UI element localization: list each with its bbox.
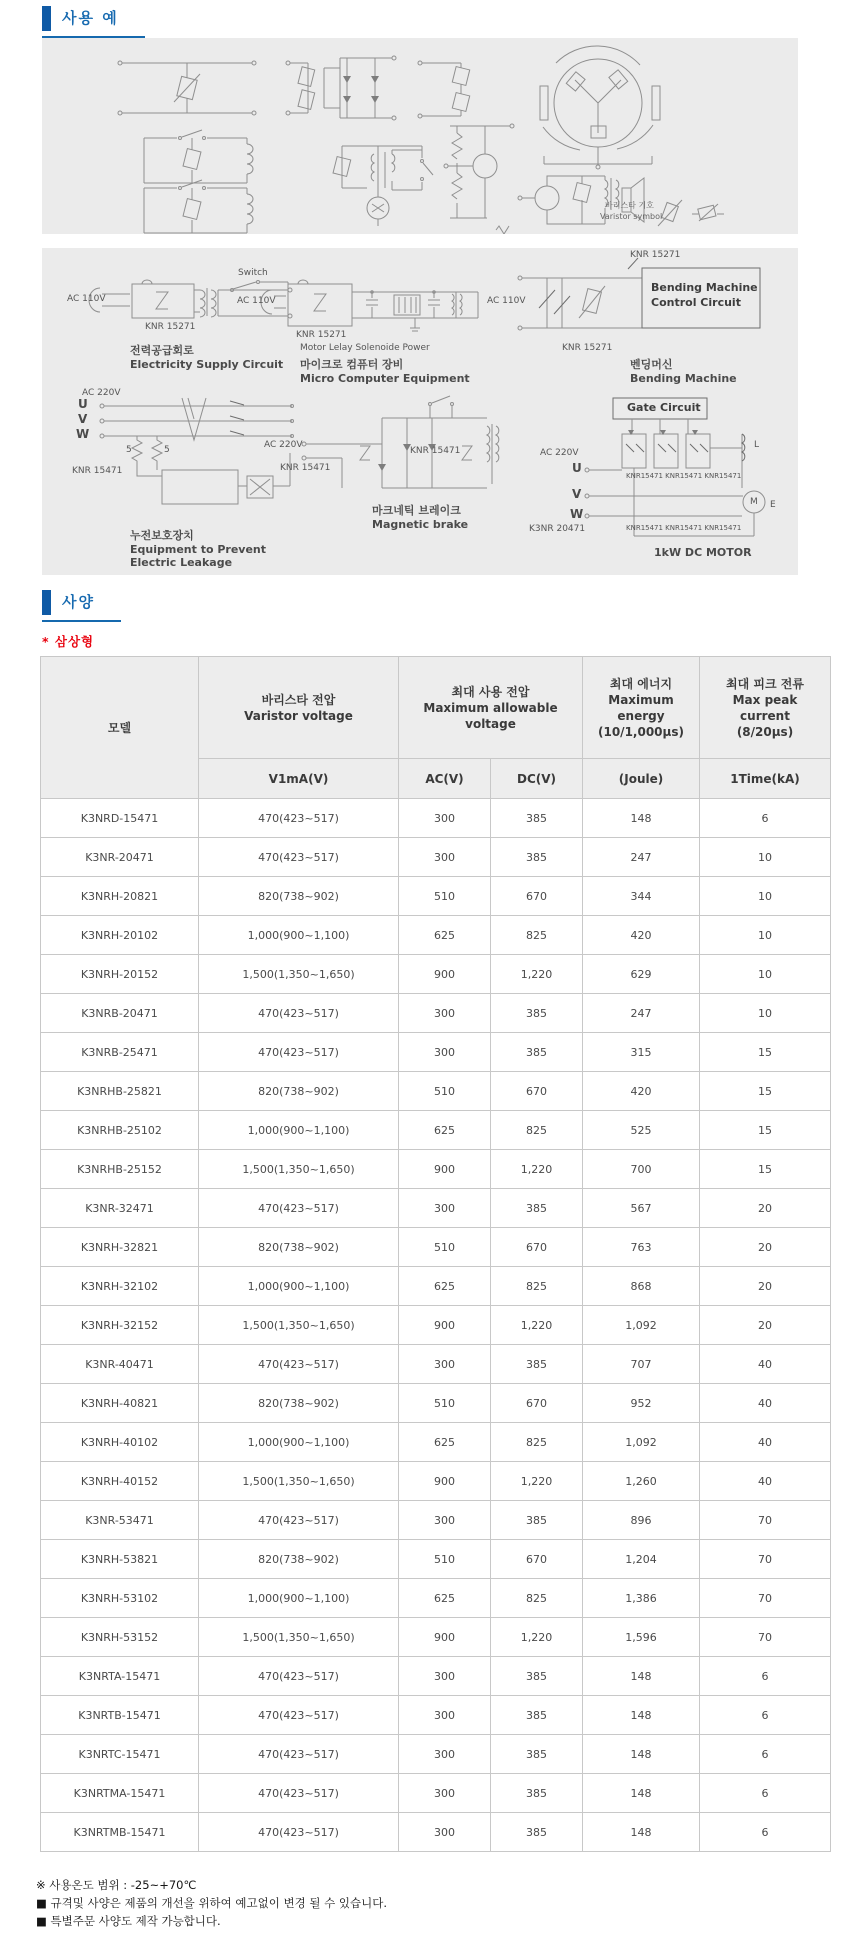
cell-joule: 525 [583,1111,700,1150]
cell-model: K3NRH-53152 [41,1618,199,1657]
cell-model: K3NRH-40821 [41,1384,199,1423]
cell-peak: 40 [700,1423,831,1462]
c6-knr-row2-label: KNR15471 KNR15471 KNR15471 [626,524,742,532]
cell-v1ma: 470(423~517) [199,1501,399,1540]
c2-phase-w: W [76,427,90,441]
cell-v1ma: 1,500(1,350~1,650) [199,1618,399,1657]
cell-joule: 1,092 [583,1423,700,1462]
cell-joule: 247 [583,838,700,877]
cell-v1ma: 470(423~517) [199,1696,399,1735]
spec-table-row [41,1150,831,1189]
cell-dc: 385 [491,1774,583,1813]
cell-model: K3NRH-32152 [41,1306,199,1345]
cell-model: K3NRTC-15471 [41,1735,199,1774]
spec-subtitle-three-phase: * 삼상형 [42,634,95,649]
cell-model: K3NRH-20152 [41,955,199,994]
c3-knr-label: KNR 15271 [296,330,347,340]
cell-model: K3NR-40471 [41,1345,199,1384]
spec-table-row [41,1033,831,1072]
spec-table-row [41,1696,831,1735]
cell-peak: 70 [700,1618,831,1657]
cell-joule: 1,386 [583,1579,700,1618]
cell-joule: 868 [583,1267,700,1306]
c2-caption-ko: 누전보호장치 [130,529,194,542]
cell-peak: 6 [700,1696,831,1735]
cell-model: K3NR-32471 [41,1189,199,1228]
cell-dc: 1,220 [491,1306,583,1345]
cell-dc: 1,220 [491,1462,583,1501]
cell-v1ma: 1,000(900~1,100) [199,1267,399,1306]
cell-v1ma: 1,500(1,350~1,650) [199,1462,399,1501]
cell-peak: 10 [700,994,831,1033]
spec-table-body [41,799,831,1852]
sub-header-v1ma: V1mA(V) [199,759,399,799]
usage-examples-panel [42,38,798,234]
cell-ac: 300 [399,799,491,838]
cell-joule: 896 [583,1501,700,1540]
c2-caption-en2: Electric Leakage [130,556,233,569]
cell-joule: 763 [583,1228,700,1267]
cell-ac: 300 [399,838,491,877]
cell-peak: 70 [700,1501,831,1540]
c2-resistor1-label: 5 [126,445,132,455]
c1-switch-label: Switch [238,268,268,278]
cell-dc: 385 [491,799,583,838]
cell-peak: 6 [700,1657,831,1696]
cell-ac: 300 [399,1189,491,1228]
spec-table-row [41,994,831,1033]
cell-model: K3NRH-32102 [41,1267,199,1306]
spec-table-row [41,1228,831,1267]
cell-v1ma: 820(738~902) [199,1384,399,1423]
cell-ac: 300 [399,1345,491,1384]
spec-table-row [41,1423,831,1462]
cell-ac: 625 [399,1579,491,1618]
cell-peak: 20 [700,1267,831,1306]
cell-v1ma: 470(423~517) [199,799,399,838]
cell-ac: 900 [399,1306,491,1345]
note-temperature-range: ※ 사용온도 범위 : -25~+70℃ [36,1878,197,1892]
sub-header-1time: 1Time(kA) [700,759,831,799]
cell-dc: 385 [491,1696,583,1735]
spec-table-row [41,1618,831,1657]
cell-model: K3NRTMA-15471 [41,1774,199,1813]
c5-box-line1: Bending Machine [651,281,758,294]
spec-table-row [41,1111,831,1150]
max-voltage-en: Maximum allowable voltage [423,700,558,731]
cell-model: K3NRTA-15471 [41,1657,199,1696]
cell-ac: 900 [399,1462,491,1501]
c2-resistor2-label: 5 [164,445,170,455]
sub-header-joule: (Joule) [583,759,700,799]
spec-table-row [41,838,831,877]
cell-peak: 10 [700,877,831,916]
spec-section-header [42,590,121,622]
c6-motor-label: M [750,497,758,507]
c6-gate-circuit-label: Gate Circuit [627,401,701,414]
cell-ac: 510 [399,1540,491,1579]
cell-ac: 625 [399,1111,491,1150]
spec-table-row [41,1462,831,1501]
c1-caption-en: Electricity Supply Circuit [130,358,284,371]
c2-knr-label: KNR 15471 [72,466,123,476]
cell-model: K3NRH-20821 [41,877,199,916]
cell-dc: 1,220 [491,1618,583,1657]
cell-peak: 20 [700,1228,831,1267]
usage-section-header [42,6,145,38]
cell-dc: 385 [491,994,583,1033]
note-spec-change: ■ 규격및 사양은 제품의 개선을 위하여 예고없이 변경 될 수 있습니다. [36,1896,388,1910]
cell-ac: 300 [399,1813,491,1852]
c1-knr-label: KNR 15271 [145,322,196,332]
cell-model: K3NRHB-25102 [41,1111,199,1150]
spec-table-row [41,1345,831,1384]
cell-v1ma: 470(423~517) [199,1774,399,1813]
cell-v1ma: 470(423~517) [199,1033,399,1072]
cell-ac: 300 [399,1033,491,1072]
cell-ac: 300 [399,1774,491,1813]
cell-model: K3NRH-53102 [41,1579,199,1618]
cell-model: K3NRH-40152 [41,1462,199,1501]
cell-model: K3NRD-15471 [41,799,199,838]
cell-ac: 900 [399,955,491,994]
cell-dc: 670 [491,1384,583,1423]
c5-box-line2: Control Circuit [651,296,741,309]
cell-v1ma: 1,000(900~1,100) [199,1579,399,1618]
cell-v1ma: 470(423~517) [199,994,399,1033]
cell-model: K3NRH-40102 [41,1423,199,1462]
cell-joule: 148 [583,1657,700,1696]
c6-earth-label: E [770,500,776,510]
cell-dc: 385 [491,1345,583,1384]
cell-joule: 420 [583,1072,700,1111]
spec-table-row [41,1774,831,1813]
cell-ac: 625 [399,1423,491,1462]
cell-dc: 670 [491,1540,583,1579]
cell-joule: 707 [583,1345,700,1384]
cell-v1ma: 470(423~517) [199,838,399,877]
spec-table-row [41,1657,831,1696]
cell-v1ma: 470(423~517) [199,1657,399,1696]
spec-table-head [41,657,831,799]
c3-caption-ko: 마이크로 컴퓨터 장비 [300,358,404,371]
c3-caption-en: Micro Computer Equipment [300,372,470,385]
cell-ac: 510 [399,877,491,916]
sub-header-ac: AC(V) [399,759,491,799]
cell-joule: 420 [583,916,700,955]
cell-peak: 20 [700,1189,831,1228]
cell-dc: 1,220 [491,1150,583,1189]
cell-joule: 1,260 [583,1462,700,1501]
usage-section-title: 사용 예 [62,9,119,27]
cell-joule: 148 [583,1696,700,1735]
cell-v1ma: 470(423~517) [199,1735,399,1774]
max-peak-unit: (8/20µs) [736,724,794,739]
col-header-max-peak [700,657,831,759]
spec-table-row [41,1540,831,1579]
c6-inductor-label: L [754,440,760,450]
max-energy-ko: 최대 에너지 [609,676,673,691]
cell-peak: 6 [700,799,831,838]
cell-dc: 385 [491,1813,583,1852]
spec-table-row [41,1267,831,1306]
cell-joule: 148 [583,1774,700,1813]
cell-model: K3NRB-25471 [41,1033,199,1072]
c3-ac-label: AC 110V [237,296,276,306]
cell-ac: 625 [399,916,491,955]
cell-joule: 315 [583,1033,700,1072]
spec-table-row [41,1384,831,1423]
cell-v1ma: 1,500(1,350~1,650) [199,955,399,994]
c6-k3nr-label: K3NR 20471 [529,524,586,534]
cell-joule: 148 [583,1735,700,1774]
cell-v1ma: 1,500(1,350~1,650) [199,1150,399,1189]
c4-caption-en: Magnetic brake [372,518,469,531]
cell-peak: 10 [700,838,831,877]
c6-phase-w: W [570,507,584,521]
cell-joule: 148 [583,1813,700,1852]
c4-caption-ko: 마크네틱 브레이크 [372,504,461,517]
circuit-sketches-examples [42,38,798,234]
cell-dc: 825 [491,916,583,955]
cell-joule: 1,204 [583,1540,700,1579]
cell-ac: 900 [399,1618,491,1657]
c2-ac-label: AC 220V [82,388,121,398]
cell-ac: 510 [399,1228,491,1267]
cell-joule: 247 [583,994,700,1033]
c4-ac-label: AC 220V [264,440,303,450]
cell-ac: 300 [399,1657,491,1696]
cell-peak: 15 [700,1111,831,1150]
header-accent-bar [42,590,51,615]
varistor-voltage-ko: 바리스타 전압 [261,692,336,707]
cell-v1ma: 1,500(1,350~1,650) [199,1306,399,1345]
spec-table [40,656,831,1852]
cell-v1ma: 820(738~902) [199,877,399,916]
spec-table-row [41,799,831,838]
cell-joule: 700 [583,1150,700,1189]
cell-peak: 6 [700,1774,831,1813]
cell-ac: 510 [399,1384,491,1423]
c1-caption-ko: 전력공급회로 [130,344,194,357]
note-custom-order: ■ 특별주문 사양도 제작 가능합니다. [36,1914,221,1928]
cell-peak: 15 [700,1150,831,1189]
spec-table-row [41,1072,831,1111]
c4-knr2-label: KNR 15471 [410,446,461,456]
cell-v1ma: 470(423~517) [199,1189,399,1228]
spec-table-row [41,877,831,916]
cell-dc: 825 [491,1579,583,1618]
cell-dc: 385 [491,1033,583,1072]
cell-ac: 300 [399,1501,491,1540]
max-energy-unit: (10/1,000µs) [598,724,684,739]
cell-model: K3NRHB-25821 [41,1072,199,1111]
cell-peak: 70 [700,1579,831,1618]
c6-ac-label: AC 220V [540,448,579,458]
c5-ac-label: AC 110V [487,296,526,306]
varistor-voltage-en: Varistor voltage [244,708,353,723]
cell-peak: 6 [700,1813,831,1852]
c1-ac-label: AC 110V [67,294,106,304]
spec-section-title: 사양 [62,593,95,611]
varistor-symbol-caption-en: Varistor symbol [600,212,663,221]
cell-dc: 825 [491,1267,583,1306]
spec-table-row [41,1501,831,1540]
cell-peak: 40 [700,1462,831,1501]
cell-model: K3NRB-20471 [41,994,199,1033]
cell-dc: 825 [491,1111,583,1150]
cell-dc: 670 [491,1072,583,1111]
c5-caption-ko: 벤딩머신 [630,358,673,371]
cell-v1ma: 820(738~902) [199,1072,399,1111]
cell-peak: 15 [700,1072,831,1111]
cell-peak: 20 [700,1306,831,1345]
cell-model: K3NRH-32821 [41,1228,199,1267]
cell-dc: 385 [491,1735,583,1774]
max-energy-en: Maximum energy [608,692,674,723]
cell-dc: 385 [491,1657,583,1696]
cell-peak: 70 [700,1540,831,1579]
cell-ac: 900 [399,1150,491,1189]
col-header-varistor-voltage [199,657,399,759]
c5-knr2-label: KNR 15271 [562,343,613,353]
c5-knr-top-label: KNR 15271 [630,250,681,260]
max-peak-en: Max peak current [732,692,798,723]
varistor-symbol-caption-ko: 바리스타 기호 [605,201,654,210]
c6-knr-row1-label: KNR15471 KNR15471 KNR15471 [626,472,742,480]
cell-joule: 1,092 [583,1306,700,1345]
c2-phase-u: U [78,397,88,411]
cell-model: K3NRTB-15471 [41,1696,199,1735]
cell-model: K3NRH-20102 [41,916,199,955]
spec-table-row [41,916,831,955]
col-header-model: 모델 [41,657,199,799]
cell-v1ma: 1,000(900~1,100) [199,916,399,955]
spec-table-row [41,1813,831,1852]
cell-peak: 10 [700,916,831,955]
cell-v1ma: 820(738~902) [199,1228,399,1267]
spec-table-row [41,955,831,994]
cell-peak: 15 [700,1033,831,1072]
spec-table-row [41,1579,831,1618]
cell-dc: 385 [491,838,583,877]
cell-v1ma: 1,000(900~1,100) [199,1423,399,1462]
c4-knr1-label: KNR 15471 [280,463,331,473]
cell-joule: 148 [583,799,700,838]
cell-joule: 629 [583,955,700,994]
cell-dc: 825 [491,1423,583,1462]
cell-v1ma: 820(738~902) [199,1540,399,1579]
cell-model: K3NRTMB-15471 [41,1813,199,1852]
cell-ac: 510 [399,1072,491,1111]
c2-phase-v: V [78,412,88,426]
cell-v1ma: 470(423~517) [199,1345,399,1384]
col-header-max-voltage [399,657,583,759]
c6-phase-u: U [572,461,582,475]
cell-peak: 40 [700,1384,831,1423]
cell-peak: 10 [700,955,831,994]
cell-joule: 567 [583,1189,700,1228]
cell-dc: 670 [491,877,583,916]
c2-caption-en1: Equipment to Prevent [130,543,267,556]
cell-v1ma: 1,000(900~1,100) [199,1111,399,1150]
cell-peak: 40 [700,1345,831,1384]
sub-header-dc: DC(V) [491,759,583,799]
cell-joule: 344 [583,877,700,916]
footer-notes [36,1876,387,1930]
spec-table-row [41,1735,831,1774]
spec-table-row [41,1189,831,1228]
cell-dc: 385 [491,1189,583,1228]
cell-peak: 6 [700,1735,831,1774]
header-accent-bar [42,6,51,31]
max-voltage-ko: 최대 사용 전압 [451,684,530,699]
c6-phase-v: V [572,487,582,501]
cell-dc: 385 [491,1501,583,1540]
cell-model: K3NR-20471 [41,838,199,877]
cell-model: K3NR-53471 [41,1501,199,1540]
cell-ac: 300 [399,1696,491,1735]
cell-ac: 300 [399,1735,491,1774]
cell-model: K3NRH-53821 [41,1540,199,1579]
max-peak-ko: 최대 피크 전류 [726,676,804,691]
application-circuits-panel [42,248,798,575]
cell-v1ma: 470(423~517) [199,1813,399,1852]
col-header-max-energy [583,657,700,759]
c5-caption-en: Bending Machine [630,372,737,385]
spec-table-row [41,1306,831,1345]
cell-dc: 1,220 [491,955,583,994]
c3-sub-label: Motor Lelay Solenoide Power [300,343,430,353]
cell-model: K3NRHB-25152 [41,1150,199,1189]
cell-ac: 625 [399,1267,491,1306]
cell-joule: 952 [583,1384,700,1423]
cell-ac: 300 [399,994,491,1033]
c6-caption: 1kW DC MOTOR [654,546,752,559]
cell-dc: 670 [491,1228,583,1267]
cell-joule: 1,596 [583,1618,700,1657]
